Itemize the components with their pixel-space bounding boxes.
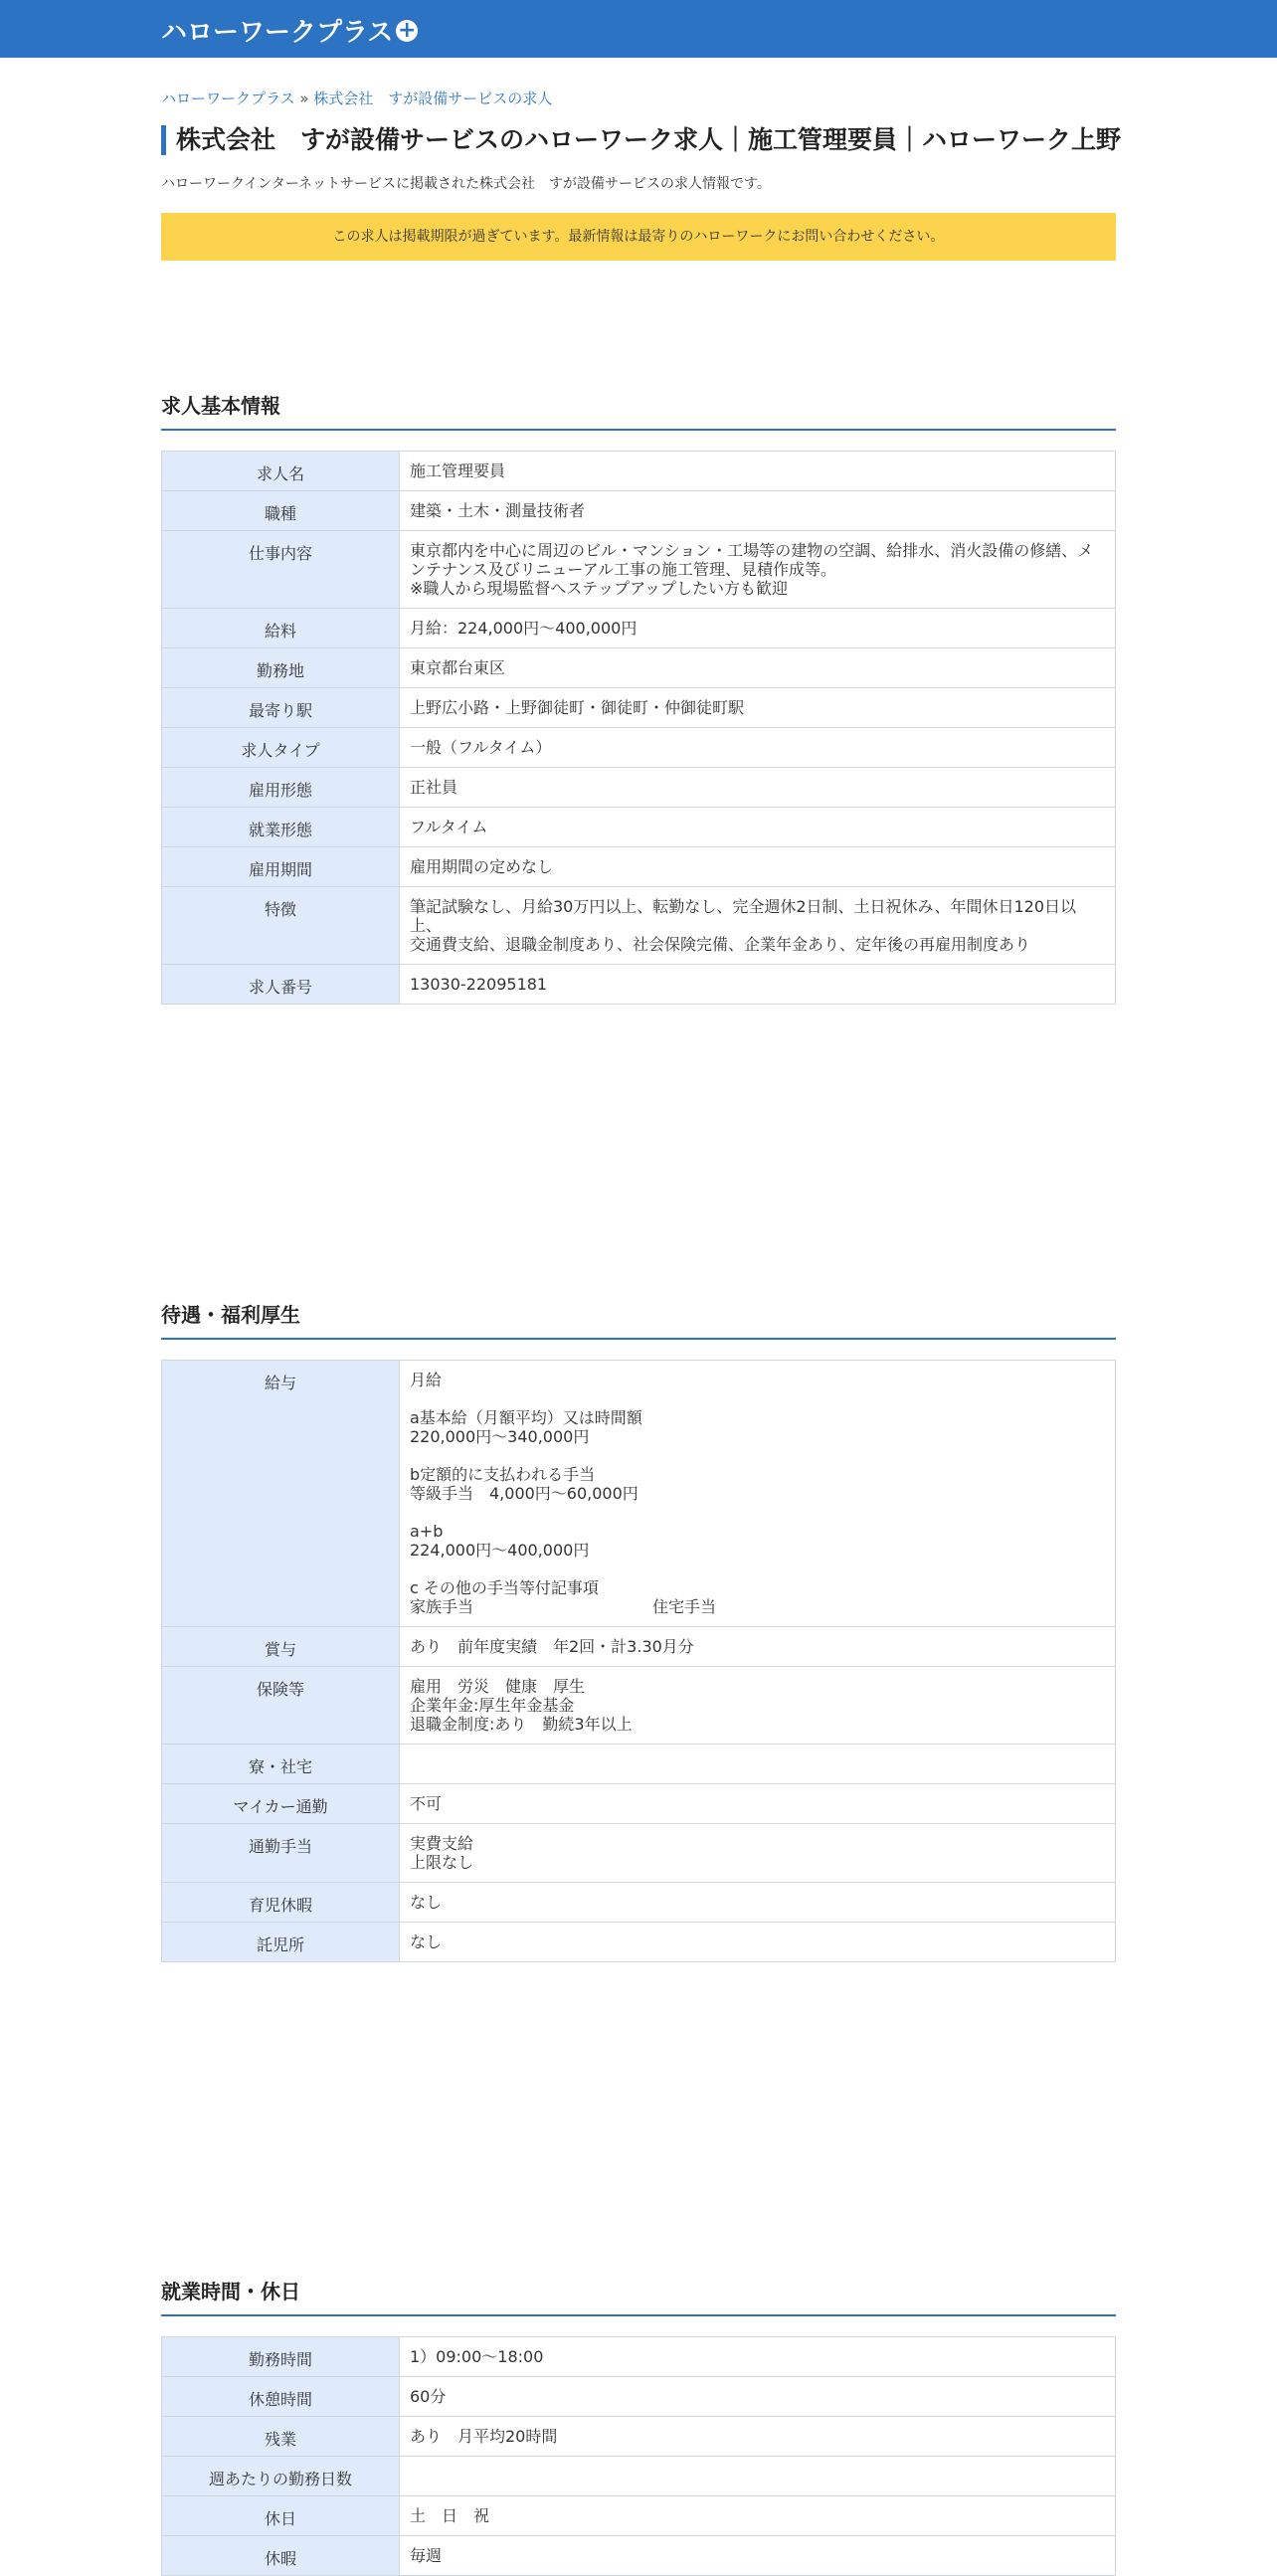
row-value <box>400 728 1116 768</box>
row-value <box>400 808 1116 847</box>
table-row <box>162 1923 1116 1962</box>
table-row <box>162 1745 1116 1784</box>
table-row <box>162 2496 1116 2536</box>
salary-line <box>410 1389 1105 1408</box>
table-row <box>162 1824 1116 1883</box>
table-row <box>162 452 1116 491</box>
row-value-salary <box>400 1361 1116 1627</box>
value-line: 退職金制度:あり 勤続3年以上 <box>410 1715 633 1734</box>
row-label: 給与 <box>162 1361 400 1627</box>
value-line: 正社員 <box>410 778 458 797</box>
allowance-line <box>410 1597 1105 1616</box>
table-row <box>162 1883 1116 1923</box>
table-row <box>162 1667 1116 1745</box>
salary-line: c その他の手当等付記事項 <box>410 1578 599 1597</box>
intro-text: ハローワークインターネットサービスに掲載された株式会社 すが設備サービスの求人情報です。 <box>161 176 771 192</box>
value-line <box>410 1754 1105 1773</box>
row-value <box>400 2337 1116 2377</box>
table-row <box>162 1784 1116 1824</box>
row-label: 休日 <box>162 2496 400 2536</box>
row-value <box>400 452 1116 491</box>
row-value <box>400 1923 1116 1962</box>
table-row <box>162 768 1116 808</box>
value-line: 上野広小路・上野御徒町・御徒町・仲御徒町駅 <box>410 698 745 717</box>
welfare-section <box>161 1299 1116 1962</box>
welfare-heading: 待遇・福利厚生 <box>161 1299 1116 1340</box>
row-value <box>400 847 1116 887</box>
row-value <box>400 688 1116 728</box>
row-value <box>400 648 1116 688</box>
table-row <box>162 491 1116 531</box>
row-label: 求人タイプ <box>162 728 400 768</box>
value-line: 企業年金:厚生年金基金 <box>410 1696 575 1715</box>
row-value <box>400 1667 1116 1745</box>
value-line: 実費支給 <box>410 1834 474 1853</box>
allowance-b: 住宅手当 <box>652 1597 717 1616</box>
table-row <box>162 965 1116 1005</box>
allowance-a: 家族手当 <box>410 1597 474 1616</box>
table-row <box>162 887 1116 965</box>
salary-line: b定額的に支払われる手当 <box>410 1465 596 1484</box>
hours-table <box>161 2336 1116 2576</box>
row-value <box>400 2496 1116 2536</box>
row-label: 仕事内容 <box>162 531 400 609</box>
value-line: あり 月平均20時間 <box>410 2427 558 2446</box>
value-line: 交通費支給、退職金制度あり、社会保険完備、企業年金あり、定年後の再雇用制度あり <box>410 935 1031 954</box>
row-label: 残業 <box>162 2417 400 2457</box>
plus-circle-icon: + <box>398 17 417 43</box>
value-line: なし <box>410 1893 443 1912</box>
row-label: 給料 <box>162 609 400 648</box>
row-label: 育児休暇 <box>162 1883 400 1923</box>
row-label: 職種 <box>162 491 400 531</box>
table-row <box>162 2377 1116 2417</box>
logo-text: ハローワークプラス <box>161 18 394 48</box>
welfare-table <box>161 1360 1116 1962</box>
row-label: 勤務時間 <box>162 2337 400 2377</box>
page-title: 株式会社 すが設備サービスのハローワーク求人｜施工管理要員｜ハローワーク上野 <box>161 125 1131 155</box>
basic-info-heading: 求人基本情報 <box>161 390 1116 431</box>
breadcrumb-home-link[interactable]: ハローワークプラス <box>161 90 295 107</box>
value-line: 月給：224,000円～400,000円 <box>410 619 638 638</box>
value-line: なし <box>410 1932 443 1951</box>
basic-info-table <box>161 451 1116 1005</box>
value-line: ※職人から現場監督へステップアップしたい方も歓迎 <box>410 579 788 598</box>
table-row <box>162 688 1116 728</box>
row-label: 保険等 <box>162 1667 400 1745</box>
row-label: 特徴 <box>162 887 400 965</box>
breadcrumb-current-link[interactable]: 株式会社 すが設備サービスの求人 <box>313 90 553 107</box>
value-line: 一般（フルタイム） <box>410 738 552 757</box>
value-line: 雇用期間の定めなし <box>410 857 554 876</box>
row-label: 週あたりの勤務日数 <box>162 2457 400 2496</box>
row-value <box>400 2377 1116 2417</box>
row-label: 求人番号 <box>162 965 400 1005</box>
table-row <box>162 2417 1116 2457</box>
salary-line <box>410 1446 1105 1465</box>
salary-line: 等級手当 4,000円～60,000円 <box>410 1484 638 1503</box>
value-line: 60分 <box>410 2387 447 2406</box>
table-row <box>162 609 1116 648</box>
table-row <box>162 648 1116 688</box>
row-value <box>400 1627 1116 1667</box>
row-label: 勤務地 <box>162 648 400 688</box>
value-line <box>410 2467 1105 2485</box>
row-value <box>400 965 1116 1005</box>
salary-line <box>410 1560 1105 1578</box>
table-row <box>162 2536 1116 2576</box>
table-row <box>162 531 1116 609</box>
breadcrumb <box>161 88 1116 108</box>
value-line: ンテナンス及びリニューアル工事の施工管理、見積作成等。 <box>410 560 836 579</box>
breadcrumb-separator: » <box>294 90 314 107</box>
hours-heading: 就業時間・休日 <box>161 2276 1116 2316</box>
salary-line <box>410 1503 1105 1522</box>
site-header <box>0 0 1277 58</box>
salary-line: 224,000円～400,000円 <box>410 1541 590 1560</box>
value-line: 施工管理要員 <box>410 461 506 480</box>
hours-section <box>161 2276 1116 2576</box>
row-value <box>400 2417 1116 2457</box>
value-line: 1）09:00～18:00 <box>410 2347 544 2366</box>
row-value <box>400 2536 1116 2576</box>
row-label: 雇用期間 <box>162 847 400 887</box>
table-row <box>162 847 1116 887</box>
row-label: 賞与 <box>162 1627 400 1667</box>
value-line: 東京都台東区 <box>410 658 506 677</box>
table-row <box>162 2457 1116 2496</box>
row-label: 休暇 <box>162 2536 400 2576</box>
value-line: フルタイム <box>410 818 488 836</box>
value-line: 土 日 祝 <box>410 2506 490 2525</box>
table-row <box>162 1627 1116 1667</box>
row-label: 休憩時間 <box>162 2377 400 2417</box>
row-value <box>400 887 1116 965</box>
value-line: 建築・土木・測量技術者 <box>410 501 586 520</box>
table-row <box>162 808 1116 847</box>
table-row <box>162 2337 1116 2377</box>
row-label: 最寄り駅 <box>162 688 400 728</box>
value-line: 東京都内を中心に周辺のビル・マンション・工場等の建物の空調、給排水、消火設備の修繕、メ <box>410 541 1094 560</box>
row-value <box>400 1784 1116 1824</box>
row-label: 就業形態 <box>162 808 400 847</box>
salary-line: 220,000円～340,000円 <box>410 1427 590 1446</box>
table-row <box>162 728 1116 768</box>
value-line: 筆記試験なし、月給30万円以上、転勤なし、完全週休2日制、土日祝休み、年間休日120日以上、 <box>410 897 1077 935</box>
value-line: 不可 <box>410 1794 443 1813</box>
value-line: あり 前年度実績 年2回・計3.30月分 <box>410 1637 694 1656</box>
value-line: 雇用 労災 健康 厚生 <box>410 1677 586 1696</box>
row-label: 雇用形態 <box>162 768 400 808</box>
row-label: 通勤手当 <box>162 1824 400 1883</box>
row-value <box>400 609 1116 648</box>
row-label: 寮・社宅 <box>162 1745 400 1784</box>
row-label: マイカー通勤 <box>162 1784 400 1824</box>
value-line: 上限なし <box>410 1853 474 1872</box>
table-row <box>162 1361 1116 1627</box>
row-label: 託児所 <box>162 1923 400 1962</box>
value-line: 13030-22095181 <box>410 975 548 994</box>
row-value <box>400 1883 1116 1923</box>
expired-alert: この求人は掲載期限が過ぎています。最新情報は最寄りのハローワークにお問い合わせください。 <box>161 213 1116 261</box>
basic-info-section <box>161 390 1116 1005</box>
salary-line: a基本給（月額平均）又は時間額 <box>410 1408 642 1427</box>
row-value <box>400 2457 1116 2496</box>
site-logo-link[interactable] <box>161 12 418 49</box>
row-value <box>400 768 1116 808</box>
row-label: 求人名 <box>162 452 400 491</box>
salary-line: 月給 <box>410 1371 443 1389</box>
value-line: 毎週 <box>410 2546 443 2565</box>
salary-line: a+b <box>410 1522 444 1541</box>
row-value <box>400 1745 1116 1784</box>
row-value <box>400 1824 1116 1883</box>
row-value <box>400 531 1116 609</box>
row-value <box>400 491 1116 531</box>
